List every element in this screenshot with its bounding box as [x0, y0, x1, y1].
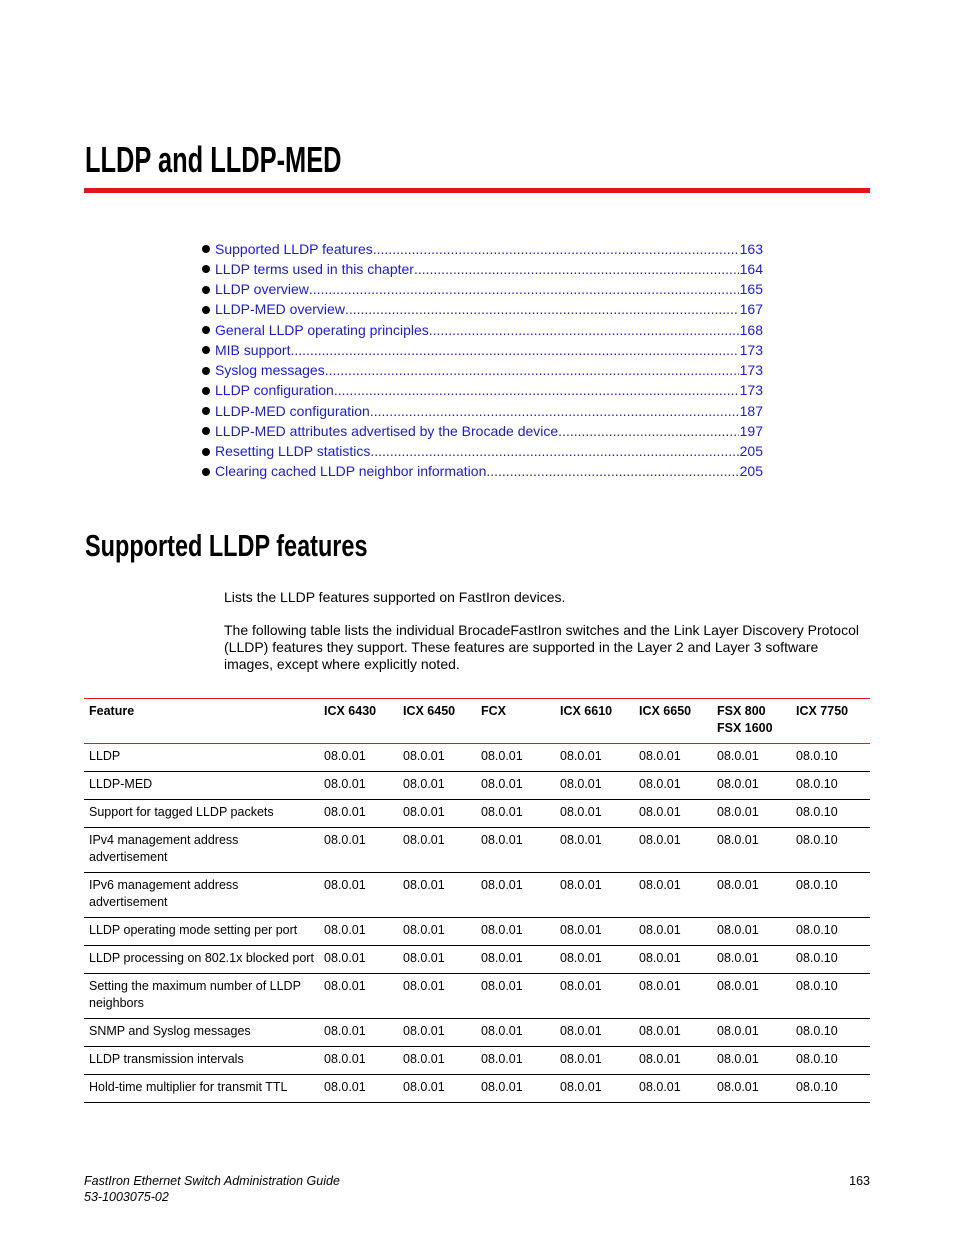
- bullet-icon: [202, 346, 210, 354]
- header-fsx-800: FSX 800: [717, 704, 766, 718]
- section-heading: Supported LLDP features: [85, 528, 368, 563]
- version-cell: 08.0.01: [639, 923, 681, 937]
- toc-entry-link[interactable]: [201, 421, 763, 441]
- version-cell: 08.0.01: [639, 749, 681, 763]
- version-cell: 08.0.01: [639, 979, 681, 993]
- table-row: [84, 828, 870, 873]
- version-cell: 08.0.01: [481, 979, 523, 993]
- table-row: [84, 946, 870, 974]
- toc-entry-page-number: 205: [739, 463, 763, 480]
- version-cell: 08.0.01: [403, 1052, 445, 1066]
- version-cell: 08.0.10: [796, 1080, 838, 1094]
- bullet-icon: [202, 387, 210, 395]
- version-cell: 08.0.01: [481, 1052, 523, 1066]
- toc-entry-page-number: 173: [739, 382, 763, 399]
- table-row: [84, 744, 870, 772]
- toc-entry-page-number: 197: [739, 422, 763, 439]
- toc-entry-title: LLDP overview: [215, 281, 309, 298]
- version-cell: 08.0.01: [403, 979, 445, 993]
- header-icx-7750: ICX 7750: [796, 704, 849, 718]
- intro-paragraph: Lists the LLDP features supported on FastIron devices.: [224, 589, 566, 605]
- dot-leader: [486, 461, 738, 481]
- version-cell: 08.0.01: [717, 1080, 759, 1094]
- toc-entry-title: Syslog messages: [215, 362, 325, 379]
- feature-cell: Hold-time multiplier for transmit TTL: [89, 1080, 288, 1094]
- dot-leader: [558, 421, 738, 441]
- version-cell: 08.0.01: [324, 1024, 366, 1038]
- version-cell: 08.0.01: [324, 979, 366, 993]
- version-cell: 08.0.01: [717, 1052, 759, 1066]
- version-cell: 08.0.01: [403, 1080, 445, 1094]
- feature-cell: SNMP and Syslog messages: [89, 1024, 251, 1038]
- version-cell: 08.0.01: [324, 951, 366, 965]
- version-cell: 08.0.01: [560, 1052, 602, 1066]
- feature-cell: LLDP transmission intervals: [89, 1052, 244, 1066]
- version-cell: 08.0.10: [796, 951, 838, 965]
- version-cell: 08.0.01: [324, 878, 366, 892]
- version-cell: 08.0.01: [717, 979, 759, 993]
- toc-entry-link[interactable]: [201, 340, 763, 360]
- version-cell: 08.0.01: [481, 777, 523, 791]
- version-cell: 08.0.01: [639, 951, 681, 965]
- table-body: [84, 744, 870, 1103]
- version-cell: 08.0.01: [560, 1080, 602, 1094]
- version-cell: 08.0.01: [560, 951, 602, 965]
- version-cell: 08.0.01: [717, 749, 759, 763]
- version-cell: 08.0.01: [403, 833, 445, 847]
- version-cell: 08.0.01: [717, 1024, 759, 1038]
- table-row: [84, 1075, 870, 1103]
- table-row: [84, 918, 870, 946]
- version-cell: 08.0.01: [481, 951, 523, 965]
- bullet-icon: [202, 306, 210, 314]
- toc-entry-link[interactable]: [201, 380, 763, 400]
- version-cell: 08.0.01: [481, 833, 523, 847]
- bullet-icon: [202, 286, 210, 294]
- toc-entry-link[interactable]: [201, 401, 763, 421]
- version-cell: 08.0.01: [639, 777, 681, 791]
- version-cell: 08.0.10: [796, 1052, 838, 1066]
- bullet-icon: [202, 367, 210, 375]
- version-cell: 08.0.01: [639, 1080, 681, 1094]
- header-fsx-1600: FSX 1600: [717, 721, 773, 735]
- header-icx-6430: ICX 6430: [324, 704, 377, 718]
- toc-entry-link[interactable]: [201, 259, 763, 279]
- toc-entry-page-number: 205: [739, 443, 763, 460]
- toc-entry-link[interactable]: [201, 320, 763, 340]
- version-cell: 08.0.01: [403, 777, 445, 791]
- feature-cell: Setting the maximum number of LLDP neighbors: [89, 979, 301, 1010]
- table-header-row: [84, 698, 870, 744]
- dot-leader: [325, 360, 739, 380]
- toc-entry-page-number: 163: [739, 240, 763, 257]
- version-cell: 08.0.01: [717, 777, 759, 791]
- version-cell: 08.0.01: [481, 923, 523, 937]
- toc-entry-link[interactable]: [201, 299, 763, 319]
- footer-guide-title: FastIron Ethernet Switch Administration Guide: [84, 1174, 340, 1188]
- table-row: [84, 1047, 870, 1075]
- toc-entry-title: Resetting LLDP statistics: [215, 443, 371, 460]
- header-icx-6610: ICX 6610: [560, 704, 613, 718]
- toc-entry-title: LLDP configuration: [215, 382, 334, 399]
- version-cell: 08.0.01: [403, 1024, 445, 1038]
- table-row: [84, 1019, 870, 1047]
- version-cell: 08.0.01: [717, 805, 759, 819]
- version-cell: 08.0.01: [324, 923, 366, 937]
- feature-cell: IPv4 management address advertisement: [89, 833, 239, 864]
- table-row: [84, 873, 870, 918]
- toc-entry-title: Clearing cached LLDP neighbor information: [215, 463, 487, 480]
- version-cell: 08.0.01: [639, 1052, 681, 1066]
- feature-cell: LLDP-MED: [89, 777, 153, 791]
- feature-cell: IPv6 management address advertisement: [89, 878, 239, 909]
- version-cell: 08.0.01: [560, 749, 602, 763]
- dot-leader: [309, 279, 739, 299]
- bullet-icon: [202, 407, 210, 415]
- version-cell: 08.0.10: [796, 749, 838, 763]
- version-cell: 08.0.01: [324, 1080, 366, 1094]
- version-cell: 08.0.01: [717, 923, 759, 937]
- description-line: The following table lists the individual BrocadeFastIron switches and the Link Layer Discovery Protocol: [224, 622, 859, 638]
- version-cell: 08.0.01: [324, 833, 366, 847]
- version-cell: 08.0.01: [403, 805, 445, 819]
- header-fcx: FCX: [481, 704, 506, 718]
- version-cell: 08.0.01: [481, 805, 523, 819]
- chapter-title: LLDP and LLDP-MED: [85, 139, 342, 180]
- dot-leader: [334, 380, 739, 400]
- version-cell: 08.0.10: [796, 979, 838, 993]
- header-fsx: [712, 699, 791, 743]
- description-paragraph: [224, 622, 859, 673]
- description-line: images, except where explicitly noted.: [224, 656, 460, 672]
- version-cell: 08.0.01: [560, 1024, 602, 1038]
- version-cell: 08.0.01: [481, 1024, 523, 1038]
- footer-page-number: 163: [849, 1174, 870, 1188]
- version-cell: 08.0.10: [796, 878, 838, 892]
- version-cell: 08.0.01: [560, 923, 602, 937]
- bullet-icon: [202, 265, 210, 273]
- version-cell: 08.0.01: [717, 951, 759, 965]
- version-cell: 08.0.01: [560, 805, 602, 819]
- version-cell: 08.0.01: [639, 805, 681, 819]
- dot-leader: [370, 401, 739, 421]
- dot-leader: [345, 299, 739, 319]
- version-cell: 08.0.01: [560, 878, 602, 892]
- version-cell: 08.0.01: [560, 777, 602, 791]
- feature-support-table: [84, 698, 870, 1103]
- toc-entry-page-number: 187: [739, 402, 763, 419]
- version-cell: 08.0.10: [796, 1024, 838, 1038]
- toc-entry-page-number: 167: [739, 301, 763, 318]
- version-cell: 08.0.01: [403, 749, 445, 763]
- toc-entry-title: LLDP-MED overview: [215, 301, 345, 318]
- feature-cell: Support for tagged LLDP packets: [89, 805, 274, 819]
- version-cell: 08.0.10: [796, 777, 838, 791]
- chapter-toc: [201, 239, 763, 482]
- table-row: [84, 974, 870, 1019]
- version-cell: 08.0.01: [717, 833, 759, 847]
- footer-doc-number: 53-1003075-02: [84, 1190, 169, 1204]
- version-cell: 08.0.01: [324, 805, 366, 819]
- feature-cell: LLDP operating mode setting per port: [89, 923, 298, 937]
- version-cell: 08.0.01: [717, 878, 759, 892]
- version-cell: 08.0.01: [639, 1024, 681, 1038]
- version-cell: 08.0.01: [560, 979, 602, 993]
- header-icx-6450: ICX 6450: [403, 704, 456, 718]
- version-cell: 08.0.10: [796, 923, 838, 937]
- version-cell: 08.0.10: [796, 805, 838, 819]
- toc-entry-link[interactable]: [201, 360, 763, 380]
- bullet-icon: [202, 326, 210, 334]
- footer-left: [84, 1173, 340, 1205]
- version-cell: 08.0.01: [639, 878, 681, 892]
- version-cell: 08.0.01: [403, 878, 445, 892]
- toc-entry-link[interactable]: [201, 441, 763, 461]
- toc-entry-title: General LLDP operating principles: [215, 321, 429, 338]
- bullet-icon: [202, 427, 210, 435]
- version-cell: 08.0.01: [324, 749, 366, 763]
- description-line: (LLDP) features they support. These features are supported in the Layer 2 and Layer 3 software: [224, 639, 819, 655]
- bullet-icon: [202, 468, 210, 476]
- dot-leader: [414, 259, 739, 279]
- dot-leader: [290, 340, 738, 360]
- version-cell: 08.0.01: [324, 1052, 366, 1066]
- table-row: [84, 800, 870, 828]
- dot-leader: [370, 441, 738, 461]
- toc-entry-page-number: 164: [739, 260, 763, 277]
- toc-entry-page-number: 173: [739, 341, 763, 358]
- version-cell: 08.0.01: [324, 777, 366, 791]
- toc-entry-title: MIB support: [215, 341, 291, 358]
- version-cell: 08.0.10: [796, 833, 838, 847]
- title-divider: [84, 188, 870, 193]
- toc-entry-title: LLDP-MED configuration: [215, 402, 370, 419]
- version-cell: 08.0.01: [481, 749, 523, 763]
- toc-entry-page-number: 165: [739, 281, 763, 298]
- version-cell: 08.0.01: [403, 951, 445, 965]
- header-feature: Feature: [89, 704, 135, 718]
- version-cell: 08.0.01: [481, 1080, 523, 1094]
- toc-entry-page-number: 168: [739, 321, 763, 338]
- toc-entry-title: LLDP-MED attributes advertised by the Brocade device: [215, 422, 559, 439]
- bullet-icon: [202, 448, 210, 456]
- table-row: [84, 772, 870, 800]
- dot-leader: [429, 320, 739, 340]
- feature-cell: LLDP: [89, 749, 121, 763]
- dot-leader: [373, 239, 739, 259]
- toc-entry-title: Supported LLDP features: [215, 240, 373, 257]
- version-cell: 08.0.01: [481, 878, 523, 892]
- toc-entry-link[interactable]: [201, 461, 763, 481]
- toc-entry-title: LLDP terms used in this chapter: [215, 260, 414, 277]
- feature-cell: LLDP processing on 802.1x blocked port: [89, 951, 314, 965]
- version-cell: 08.0.01: [560, 833, 602, 847]
- bullet-icon: [202, 245, 210, 253]
- toc-entry-link[interactable]: [201, 239, 763, 259]
- toc-entry-link[interactable]: [201, 279, 763, 299]
- version-cell: 08.0.01: [639, 833, 681, 847]
- header-icx-6650: ICX 6650: [639, 704, 692, 718]
- toc-entry-page-number: 173: [739, 362, 763, 379]
- version-cell: 08.0.01: [403, 923, 445, 937]
